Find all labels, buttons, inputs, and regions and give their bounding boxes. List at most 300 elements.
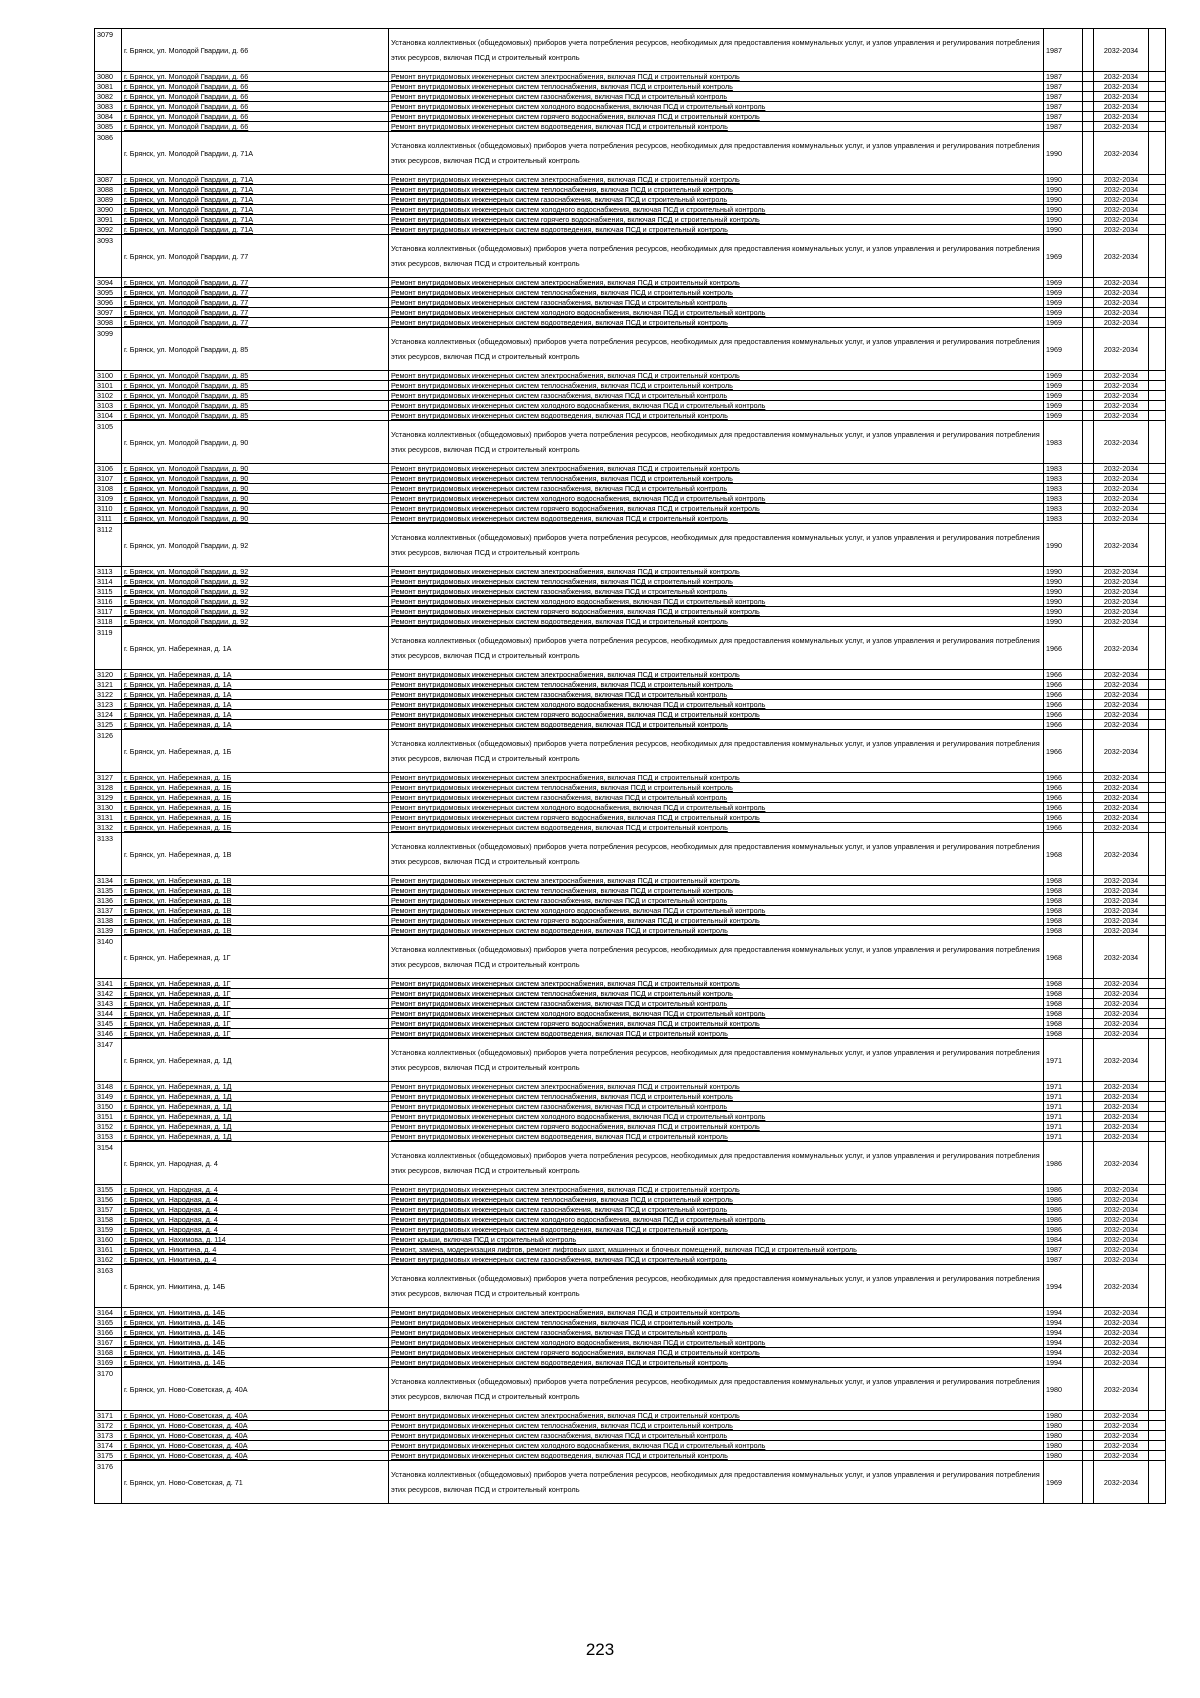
table-row	[95, 1225, 1166, 1235]
row-address: г. Брянск, ул. Молодой Гвардии, д. 92	[122, 597, 389, 607]
row-address: г. Брянск, ул. Набережная, д. 1Д	[122, 1039, 389, 1082]
row-work-type: Ремонт внутридомовых инженерных систем теплоснабжения, включая ПСД и строительный контроль	[389, 1421, 1044, 1431]
table-row	[95, 1411, 1166, 1421]
row-empty-cell	[1083, 1225, 1094, 1235]
row-year-built: 1966	[1044, 680, 1083, 690]
row-trailing-cell	[1149, 700, 1166, 710]
row-planned-period: 2032-2034	[1094, 474, 1149, 484]
row-year-built: 1994	[1044, 1358, 1083, 1368]
row-address: г. Брянск, ул. Молодой Гвардии, д. 66	[122, 102, 389, 112]
row-trailing-cell	[1149, 607, 1166, 617]
row-work-type: Ремонт внутридомовых инженерных систем холодного водоснабжения, включая ПСД и строительный контроль	[389, 597, 1044, 607]
table-row	[95, 1102, 1166, 1112]
row-empty-cell	[1083, 1411, 1094, 1421]
row-address: г. Брянск, ул. Набережная, д. 1А	[122, 720, 389, 730]
row-trailing-cell	[1149, 215, 1166, 225]
row-year-built: 1986	[1044, 1195, 1083, 1205]
row-planned-period: 2032-2034	[1094, 278, 1149, 288]
row-work-type: Ремонт внутридомовых инженерных систем горячего водоснабжения, включая ПСД и строительный контроль	[389, 1019, 1044, 1029]
row-empty-cell	[1083, 1245, 1094, 1255]
row-work-type: Ремонт внутридомовых инженерных систем газоснабжения, включая ПСД и строительный контроль	[389, 1255, 1044, 1265]
table-row	[95, 876, 1166, 886]
row-trailing-cell	[1149, 1235, 1166, 1245]
table-row	[95, 1039, 1166, 1082]
row-planned-period: 2032-2034	[1094, 567, 1149, 577]
row-empty-cell	[1083, 494, 1094, 504]
row-address: г. Брянск, ул. Молодой Гвардии, д. 90	[122, 421, 389, 464]
row-address: г. Брянск, ул. Набережная, д. 1Б	[122, 803, 389, 813]
row-year-built: 1980	[1044, 1431, 1083, 1441]
row-address: г. Брянск, ул. Народная, д. 4	[122, 1195, 389, 1205]
table-row	[95, 823, 1166, 833]
row-empty-cell	[1083, 1441, 1094, 1451]
row-trailing-cell	[1149, 474, 1166, 484]
row-empty-cell	[1083, 700, 1094, 710]
row-planned-period: 2032-2034	[1094, 494, 1149, 504]
row-planned-period: 2032-2034	[1094, 328, 1149, 371]
row-work-type: Ремонт внутридомовых инженерных систем горячего водоснабжения, включая ПСД и строительный контроль	[389, 1122, 1044, 1132]
row-trailing-cell	[1149, 823, 1166, 833]
row-planned-period: 2032-2034	[1094, 936, 1149, 979]
row-trailing-cell	[1149, 1009, 1166, 1019]
row-year-built: 1990	[1044, 617, 1083, 627]
row-planned-period: 2032-2034	[1094, 1451, 1149, 1461]
row-trailing-cell	[1149, 1265, 1166, 1308]
row-trailing-cell	[1149, 122, 1166, 132]
row-address: г. Брянск, ул. Ново-Советская, д. 40А	[122, 1441, 389, 1451]
row-number: 3170	[95, 1368, 122, 1411]
row-work-type: Ремонт внутридомовых инженерных систем горячего водоснабжения, включая ПСД и строительный контроль	[389, 607, 1044, 617]
table-row	[95, 225, 1166, 235]
row-address: г. Брянск, ул. Молодой Гвардии, д. 71А	[122, 185, 389, 195]
row-address: г. Брянск, ул. Молодой Гвардии, д. 77	[122, 235, 389, 278]
row-year-built: 1966	[1044, 670, 1083, 680]
table-row	[95, 401, 1166, 411]
row-empty-cell	[1083, 122, 1094, 132]
row-trailing-cell	[1149, 1318, 1166, 1328]
row-planned-period: 2032-2034	[1094, 1102, 1149, 1112]
row-number: 3112	[95, 524, 122, 567]
row-year-built: 1969	[1044, 235, 1083, 278]
row-empty-cell	[1083, 1215, 1094, 1225]
row-work-type: Ремонт внутридомовых инженерных систем холодного водоснабжения, включая ПСД и строительный контроль	[389, 1009, 1044, 1019]
row-address: г. Брянск, ул. Никитина, д. 14Б	[122, 1318, 389, 1328]
row-address: г. Брянск, ул. Молодой Гвардии, д. 90	[122, 514, 389, 524]
row-address: г. Брянск, ул. Молодой Гвардии, д. 92	[122, 524, 389, 567]
row-address: г. Брянск, ул. Набережная, д. 1Д	[122, 1122, 389, 1132]
row-planned-period: 2032-2034	[1094, 524, 1149, 567]
table-row	[95, 288, 1166, 298]
row-planned-period: 2032-2034	[1094, 617, 1149, 627]
row-number: 3146	[95, 1029, 122, 1039]
row-work-type: Установка коллективных (общедомовых) приборов учета потребления ресурсов, необходимых для предоставления коммунальных услуг, и узлов управления и регулирования потребления этих ресурсов, включая ПСД и строительный контроль	[389, 421, 1044, 464]
row-empty-cell	[1083, 896, 1094, 906]
table-row	[95, 102, 1166, 112]
row-empty-cell	[1083, 92, 1094, 102]
row-planned-period: 2032-2034	[1094, 1132, 1149, 1142]
row-number: 3124	[95, 710, 122, 720]
row-number: 3162	[95, 1255, 122, 1265]
row-work-type: Ремонт внутридомовых инженерных систем газоснабжения, включая ПСД и строительный контроль	[389, 690, 1044, 700]
table-row	[95, 690, 1166, 700]
row-empty-cell	[1083, 793, 1094, 803]
row-trailing-cell	[1149, 1245, 1166, 1255]
row-planned-period: 2032-2034	[1094, 484, 1149, 494]
row-address: г. Брянск, ул. Ново-Советская, д. 40А	[122, 1411, 389, 1421]
row-year-built: 1971	[1044, 1039, 1083, 1082]
row-number: 3110	[95, 504, 122, 514]
row-year-built: 1983	[1044, 464, 1083, 474]
table-row	[95, 1215, 1166, 1225]
row-empty-cell	[1083, 1431, 1094, 1441]
row-year-built: 1990	[1044, 567, 1083, 577]
row-planned-period: 2032-2034	[1094, 670, 1149, 680]
row-work-type: Ремонт внутридомовых инженерных систем водоотведения, включая ПСД и строительный контроль	[389, 1132, 1044, 1142]
row-year-built: 1966	[1044, 773, 1083, 783]
row-work-type: Ремонт внутридомовых инженерных систем горячего водоснабжения, включая ПСД и строительный контроль	[389, 813, 1044, 823]
row-work-type: Установка коллективных (общедомовых) приборов учета потребления ресурсов, необходимых для предоставления коммунальных услуг, и узлов управления и регулирования потребления этих ресурсов, включая ПСД и строительный контроль	[389, 1039, 1044, 1082]
row-empty-cell	[1083, 484, 1094, 494]
row-address: г. Брянск, ул. Молодой Гвардии, д. 92	[122, 567, 389, 577]
row-year-built: 1980	[1044, 1368, 1083, 1411]
row-number: 3143	[95, 999, 122, 1009]
table-row	[95, 1368, 1166, 1411]
row-planned-period: 2032-2034	[1094, 195, 1149, 205]
row-address: г. Брянск, ул. Молодой Гвардии, д. 92	[122, 577, 389, 587]
row-planned-period: 2032-2034	[1094, 690, 1149, 700]
row-planned-period: 2032-2034	[1094, 185, 1149, 195]
row-planned-period: 2032-2034	[1094, 1411, 1149, 1421]
row-year-built: 1980	[1044, 1411, 1083, 1421]
row-empty-cell	[1083, 803, 1094, 813]
row-empty-cell	[1083, 1142, 1094, 1185]
row-number: 3172	[95, 1421, 122, 1431]
row-number: 3160	[95, 1235, 122, 1245]
row-trailing-cell	[1149, 1205, 1166, 1215]
row-address: г. Брянск, ул. Никитина, д. 14Б	[122, 1308, 389, 1318]
table-row	[95, 730, 1166, 773]
row-address: г. Брянск, ул. Молодой Гвардии, д. 71А	[122, 225, 389, 235]
row-work-type: Ремонт внутридомовых инженерных систем газоснабжения, включая ПСД и строительный контроль	[389, 1102, 1044, 1112]
row-trailing-cell	[1149, 514, 1166, 524]
row-address: г. Брянск, ул. Молодой Гвардии, д. 66	[122, 112, 389, 122]
row-empty-cell	[1083, 999, 1094, 1009]
row-trailing-cell	[1149, 680, 1166, 690]
row-trailing-cell	[1149, 813, 1166, 823]
row-address: г. Брянск, ул. Молодой Гвардии, д. 92	[122, 607, 389, 617]
row-work-type: Ремонт внутридомовых инженерных систем холодного водоснабжения, включая ПСД и строительный контроль	[389, 1441, 1044, 1451]
row-work-type: Ремонт внутридомовых инженерных систем газоснабжения, включая ПСД и строительный контроль	[389, 1205, 1044, 1215]
row-empty-cell	[1083, 235, 1094, 278]
row-trailing-cell	[1149, 308, 1166, 318]
row-address: г. Брянск, ул. Молодой Гвардии, д. 66	[122, 29, 389, 72]
row-work-type: Ремонт внутридомовых инженерных систем водоотведения, включая ПСД и строительный контроль	[389, 926, 1044, 936]
row-year-built: 1984	[1044, 1235, 1083, 1245]
row-year-built: 1968	[1044, 886, 1083, 896]
row-work-type: Установка коллективных (общедомовых) приборов учета потребления ресурсов, необходимых для предоставления коммунальных услуг, и узлов управления и регулирования потребления этих ресурсов, включая ПСД и строительный контроль	[389, 29, 1044, 72]
row-planned-period: 2032-2034	[1094, 514, 1149, 524]
row-trailing-cell	[1149, 906, 1166, 916]
row-year-built: 1969	[1044, 288, 1083, 298]
row-number: 3111	[95, 514, 122, 524]
row-empty-cell	[1083, 783, 1094, 793]
row-trailing-cell	[1149, 1431, 1166, 1441]
row-planned-period: 2032-2034	[1094, 504, 1149, 514]
row-empty-cell	[1083, 102, 1094, 112]
table-row	[95, 195, 1166, 205]
row-address: г. Брянск, ул. Набережная, д. 1Б	[122, 813, 389, 823]
table-row	[95, 371, 1166, 381]
row-work-type: Установка коллективных (общедомовых) приборов учета потребления ресурсов, необходимых для предоставления коммунальных услуг, и узлов управления и регулирования потребления этих ресурсов, включая ПСД и строительный контроль	[389, 1142, 1044, 1185]
row-address: г. Брянск, ул. Молодой Гвардии, д. 90	[122, 484, 389, 494]
row-trailing-cell	[1149, 102, 1166, 112]
table-row	[95, 989, 1166, 999]
row-year-built: 1968	[1044, 906, 1083, 916]
row-number: 3113	[95, 567, 122, 577]
table-row	[95, 906, 1166, 916]
row-address: г. Брянск, ул. Ново-Советская, д. 40А	[122, 1368, 389, 1411]
row-trailing-cell	[1149, 690, 1166, 700]
row-work-type: Ремонт внутридомовых инженерных систем горячего водоснабжения, включая ПСД и строительный контроль	[389, 916, 1044, 926]
row-work-type: Ремонт крыши, включая ПСД и строительный контроль	[389, 1235, 1044, 1245]
table-row	[95, 1029, 1166, 1039]
row-trailing-cell	[1149, 278, 1166, 288]
row-empty-cell	[1083, 1082, 1094, 1092]
table-row	[95, 1328, 1166, 1338]
row-planned-period: 2032-2034	[1094, 700, 1149, 710]
row-number: 3094	[95, 278, 122, 288]
row-empty-cell	[1083, 1195, 1094, 1205]
row-work-type: Ремонт внутридомовых инженерных систем газоснабжения, включая ПСД и строительный контроль	[389, 1328, 1044, 1338]
row-trailing-cell	[1149, 979, 1166, 989]
row-empty-cell	[1083, 1029, 1094, 1039]
row-empty-cell	[1083, 1132, 1094, 1142]
row-trailing-cell	[1149, 112, 1166, 122]
row-year-built: 1971	[1044, 1092, 1083, 1102]
row-year-built: 1987	[1044, 102, 1083, 112]
row-empty-cell	[1083, 1318, 1094, 1328]
row-address: г. Брянск, ул. Ново-Советская, д. 40А	[122, 1451, 389, 1461]
row-work-type: Установка коллективных (общедомовых) приборов учета потребления ресурсов, необходимых для предоставления коммунальных услуг, и узлов управления и регулирования потребления этих ресурсов, включая ПСД и строительный контроль	[389, 235, 1044, 278]
row-year-built: 1966	[1044, 783, 1083, 793]
row-address: г. Брянск, ул. Набережная, д. 1Д	[122, 1082, 389, 1092]
row-empty-cell	[1083, 205, 1094, 215]
row-number: 3131	[95, 813, 122, 823]
row-number: 3115	[95, 587, 122, 597]
row-year-built: 1990	[1044, 607, 1083, 617]
row-planned-period: 2032-2034	[1094, 1431, 1149, 1441]
row-address: г. Брянск, ул. Набережная, д. 1А	[122, 670, 389, 680]
row-address: г. Брянск, ул. Набережная, д. 1Б	[122, 730, 389, 773]
row-number: 3155	[95, 1185, 122, 1195]
row-trailing-cell	[1149, 1039, 1166, 1082]
row-planned-period: 2032-2034	[1094, 1112, 1149, 1122]
row-empty-cell	[1083, 597, 1094, 607]
row-empty-cell	[1083, 278, 1094, 288]
row-planned-period: 2032-2034	[1094, 308, 1149, 318]
row-year-built: 1990	[1044, 597, 1083, 607]
row-empty-cell	[1083, 29, 1094, 72]
row-planned-period: 2032-2034	[1094, 1205, 1149, 1215]
row-empty-cell	[1083, 936, 1094, 979]
row-empty-cell	[1083, 567, 1094, 577]
row-year-built: 1980	[1044, 1421, 1083, 1431]
row-empty-cell	[1083, 617, 1094, 627]
row-planned-period: 2032-2034	[1094, 1019, 1149, 1029]
row-number: 3142	[95, 989, 122, 999]
row-work-type: Ремонт внутридомовых инженерных систем теплоснабжения, включая ПСД и строительный контроль	[389, 82, 1044, 92]
table-row	[95, 1082, 1166, 1092]
row-empty-cell	[1083, 185, 1094, 195]
row-work-type: Ремонт внутридомовых инженерных систем водоотведения, включая ПСД и строительный контроль	[389, 514, 1044, 524]
row-work-type: Ремонт внутридомовых инженерных систем водоотведения, включая ПСД и строительный контроль	[389, 318, 1044, 328]
table-row	[95, 29, 1166, 72]
row-work-type: Установка коллективных (общедомовых) приборов учета потребления ресурсов, необходимых для предоставления коммунальных услуг, и узлов управления и регулирования потребления этих ресурсов, включая ПСД и строительный контроль	[389, 328, 1044, 371]
row-empty-cell	[1083, 308, 1094, 318]
table-row	[95, 82, 1166, 92]
row-trailing-cell	[1149, 298, 1166, 308]
row-trailing-cell	[1149, 72, 1166, 82]
row-year-built: 1968	[1044, 833, 1083, 876]
row-planned-period: 2032-2034	[1094, 1122, 1149, 1132]
row-year-built: 1968	[1044, 876, 1083, 886]
row-year-built: 1994	[1044, 1265, 1083, 1308]
table-row	[95, 484, 1166, 494]
row-number: 3128	[95, 783, 122, 793]
row-planned-period: 2032-2034	[1094, 1328, 1149, 1338]
row-number: 3106	[95, 464, 122, 474]
row-number: 3150	[95, 1102, 122, 1112]
row-year-built: 1968	[1044, 989, 1083, 999]
row-number: 3121	[95, 680, 122, 690]
row-year-built: 1983	[1044, 514, 1083, 524]
row-empty-cell	[1083, 288, 1094, 298]
row-number: 3082	[95, 92, 122, 102]
row-number: 3175	[95, 1451, 122, 1461]
table-row	[95, 112, 1166, 122]
row-number: 3144	[95, 1009, 122, 1019]
row-empty-cell	[1083, 132, 1094, 175]
row-planned-period: 2032-2034	[1094, 421, 1149, 464]
row-number: 3157	[95, 1205, 122, 1215]
row-year-built: 1966	[1044, 720, 1083, 730]
table-row	[95, 1195, 1166, 1205]
row-work-type: Ремонт внутридомовых инженерных систем электроснабжения, включая ПСД и строительный контроль	[389, 175, 1044, 185]
row-trailing-cell	[1149, 371, 1166, 381]
row-number: 3087	[95, 175, 122, 185]
row-empty-cell	[1083, 916, 1094, 926]
row-year-built: 1986	[1044, 1205, 1083, 1215]
row-empty-cell	[1083, 175, 1094, 185]
row-trailing-cell	[1149, 730, 1166, 773]
row-empty-cell	[1083, 773, 1094, 783]
row-work-type: Ремонт внутридомовых инженерных систем электроснабжения, включая ПСД и строительный контроль	[389, 567, 1044, 577]
row-work-type: Установка коллективных (общедомовых) приборов учета потребления ресурсов, необходимых для предоставления коммунальных услуг, и узлов управления и регулирования потребления этих ресурсов, включая ПСД и строительный контроль	[389, 936, 1044, 979]
row-empty-cell	[1083, 710, 1094, 720]
row-work-type: Ремонт внутридомовых инженерных систем водоотведения, включая ПСД и строительный контроль	[389, 720, 1044, 730]
row-planned-period: 2032-2034	[1094, 896, 1149, 906]
row-planned-period: 2032-2034	[1094, 999, 1149, 1009]
row-trailing-cell	[1149, 833, 1166, 876]
row-number: 3101	[95, 381, 122, 391]
row-address: г. Брянск, ул. Набережная, д. 1Г	[122, 979, 389, 989]
row-number: 3141	[95, 979, 122, 989]
row-year-built: 1987	[1044, 29, 1083, 72]
row-empty-cell	[1083, 1461, 1094, 1504]
row-address: г. Брянск, ул. Набережная, д. 1В	[122, 886, 389, 896]
row-number: 3123	[95, 700, 122, 710]
row-year-built: 1987	[1044, 112, 1083, 122]
row-address: г. Брянск, ул. Набережная, д. 1А	[122, 690, 389, 700]
row-work-type: Ремонт внутридомовых инженерных систем холодного водоснабжения, включая ПСД и строительный контроль	[389, 205, 1044, 215]
row-number: 3080	[95, 72, 122, 82]
row-work-type: Ремонт внутридомовых инженерных систем теплоснабжения, включая ПСД и строительный контроль	[389, 1092, 1044, 1102]
row-planned-period: 2032-2034	[1094, 82, 1149, 92]
row-address: г. Брянск, ул. Набережная, д. 1Д	[122, 1112, 389, 1122]
table-row	[95, 1421, 1166, 1431]
table-row	[95, 524, 1166, 567]
row-trailing-cell	[1149, 411, 1166, 421]
row-trailing-cell	[1149, 577, 1166, 587]
row-year-built: 1990	[1044, 577, 1083, 587]
row-year-built: 1971	[1044, 1082, 1083, 1092]
row-work-type: Ремонт внутридомовых инженерных систем теплоснабжения, включая ПСД и строительный контроль	[389, 577, 1044, 587]
row-work-type: Ремонт внутридомовых инженерных систем горячего водоснабжения, включая ПСД и строительный контроль	[389, 112, 1044, 122]
row-year-built: 1969	[1044, 278, 1083, 288]
row-address: г. Брянск, ул. Набережная, д. 1В	[122, 896, 389, 906]
row-work-type: Установка коллективных (общедомовых) приборов учета потребления ресурсов, необходимых для предоставления коммунальных услуг, и узлов управления и регулирования потребления этих ресурсов, включая ПСД и строительный контроль	[389, 132, 1044, 175]
row-empty-cell	[1083, 464, 1094, 474]
row-empty-cell	[1083, 1092, 1094, 1102]
row-trailing-cell	[1149, 783, 1166, 793]
row-work-type: Ремонт внутридомовых инженерных систем горячего водоснабжения, включая ПСД и строительный контроль	[389, 504, 1044, 514]
row-work-type: Ремонт внутридомовых инженерных систем газоснабжения, включая ПСД и строительный контроль	[389, 587, 1044, 597]
row-planned-period: 2032-2034	[1094, 318, 1149, 328]
row-trailing-cell	[1149, 504, 1166, 514]
row-number: 3096	[95, 298, 122, 308]
row-address: г. Брянск, ул. Набережная, д. 1А	[122, 627, 389, 670]
row-address: г. Брянск, ул. Молодой Гвардии, д. 85	[122, 391, 389, 401]
row-work-type: Ремонт внутридомовых инженерных систем горячего водоснабжения, включая ПСД и строительный контроль	[389, 1348, 1044, 1358]
table-row	[95, 1255, 1166, 1265]
row-empty-cell	[1083, 474, 1094, 484]
row-trailing-cell	[1149, 1112, 1166, 1122]
row-planned-period: 2032-2034	[1094, 730, 1149, 773]
row-planned-period: 2032-2034	[1094, 371, 1149, 381]
table-row	[95, 1338, 1166, 1348]
row-address: г. Брянск, ул. Набережная, д. 1А	[122, 680, 389, 690]
row-year-built: 1990	[1044, 175, 1083, 185]
table-row	[95, 1308, 1166, 1318]
row-trailing-cell	[1149, 524, 1166, 567]
row-number: 3108	[95, 484, 122, 494]
row-number: 3133	[95, 833, 122, 876]
row-number: 3127	[95, 773, 122, 783]
row-number: 3099	[95, 328, 122, 371]
table-row	[95, 1185, 1166, 1195]
row-trailing-cell	[1149, 1441, 1166, 1451]
table-row	[95, 587, 1166, 597]
row-trailing-cell	[1149, 82, 1166, 92]
row-empty-cell	[1083, 720, 1094, 730]
table-row	[95, 132, 1166, 175]
row-empty-cell	[1083, 371, 1094, 381]
row-number: 3154	[95, 1142, 122, 1185]
row-number: 3091	[95, 215, 122, 225]
row-work-type: Ремонт внутридомовых инженерных систем теплоснабжения, включая ПСД и строительный контроль	[389, 1318, 1044, 1328]
row-trailing-cell	[1149, 494, 1166, 504]
row-year-built: 1990	[1044, 524, 1083, 567]
